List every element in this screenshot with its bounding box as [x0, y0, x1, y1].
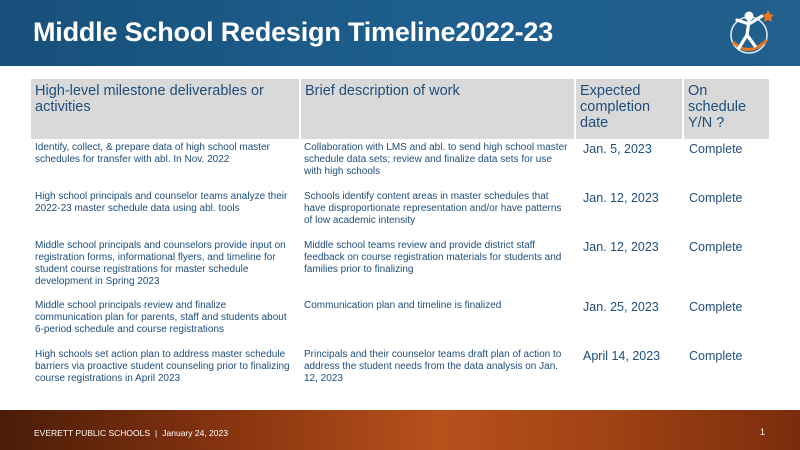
title-bar [0, 0, 800, 66]
description-cell: Schools identify content areas in master schedules that have disproportionate representation and/or have patterns of low academic intensity [300, 188, 575, 237]
status-cell: Complete [683, 297, 769, 346]
milestone-cell: High schools set action plan to address master schedule barriers via proactive student counseling prior to finalizing course registrations in April 2023 [31, 346, 300, 400]
date-cell: Jan. 5, 2023 [575, 139, 683, 188]
milestone-cell: Middle school principals and counselors provide input on registration forms, informational flyers, and timeline for student course registrations for master schedule development in Spring 2023 [31, 237, 300, 297]
status-cell: Complete [683, 188, 769, 237]
header-on-schedule: On schedule Y/N ? [683, 79, 769, 139]
footer-text [34, 428, 228, 438]
date-cell: Jan. 12, 2023 [575, 188, 683, 237]
description-cell: Middle school teams review and provide district staff feedback on course registration materials for students and families prior to finalizing [300, 237, 575, 297]
status-cell: Complete [683, 139, 769, 188]
table-row [31, 237, 769, 297]
milestone-cell: High school principals and counselor teams analyze their 2022-23 master schedule data using abl. tools [31, 188, 300, 237]
footer-bar [0, 410, 800, 450]
table-row [31, 188, 769, 237]
table-row [31, 297, 769, 346]
milestone-cell: Middle school principals review and finalize communication plan for parents, staff and students about 6-period schedule and course registrations [31, 297, 300, 346]
footer-org: EVERETT PUBLIC SCHOOLS [34, 428, 151, 438]
running-figure-globe-logo-icon [722, 4, 780, 62]
page-number: 1 [760, 427, 766, 437]
date-cell: Jan. 12, 2023 [575, 237, 683, 297]
date-cell: April 14, 2023 [575, 346, 683, 400]
description-cell: Communication plan and timeline is finalized [300, 297, 575, 346]
date-cell: Jan. 25, 2023 [575, 297, 683, 346]
footer-separator: | [155, 428, 158, 438]
milestone-cell: Identify, collect, & prepare data of high school master schedules for transfer with abl. In Nov. 2022 [31, 139, 300, 188]
timeline-table [31, 79, 769, 400]
table-row [31, 346, 769, 400]
status-cell: Complete [683, 346, 769, 400]
slide-title: Middle School Redesign Timeline2022-23 [33, 17, 554, 47]
description-cell: Principals and their counselor teams draft plan of action to address the student needs from the data analysis on Jan. 12, 2023 [300, 346, 575, 400]
footer-date: January 24, 2023 [162, 428, 228, 438]
table-header-row [31, 79, 769, 139]
header-completion-date: Expected completion date [575, 79, 683, 139]
header-description: Brief description of work [300, 79, 575, 139]
status-cell: Complete [683, 237, 769, 297]
header-milestone: High-level milestone deliverables or activities [31, 79, 300, 139]
table-row [31, 139, 769, 188]
description-cell: Collaboration with LMS and abl. to send high school master schedule data sets; review and finalize data sets for use with high schools [300, 139, 575, 188]
